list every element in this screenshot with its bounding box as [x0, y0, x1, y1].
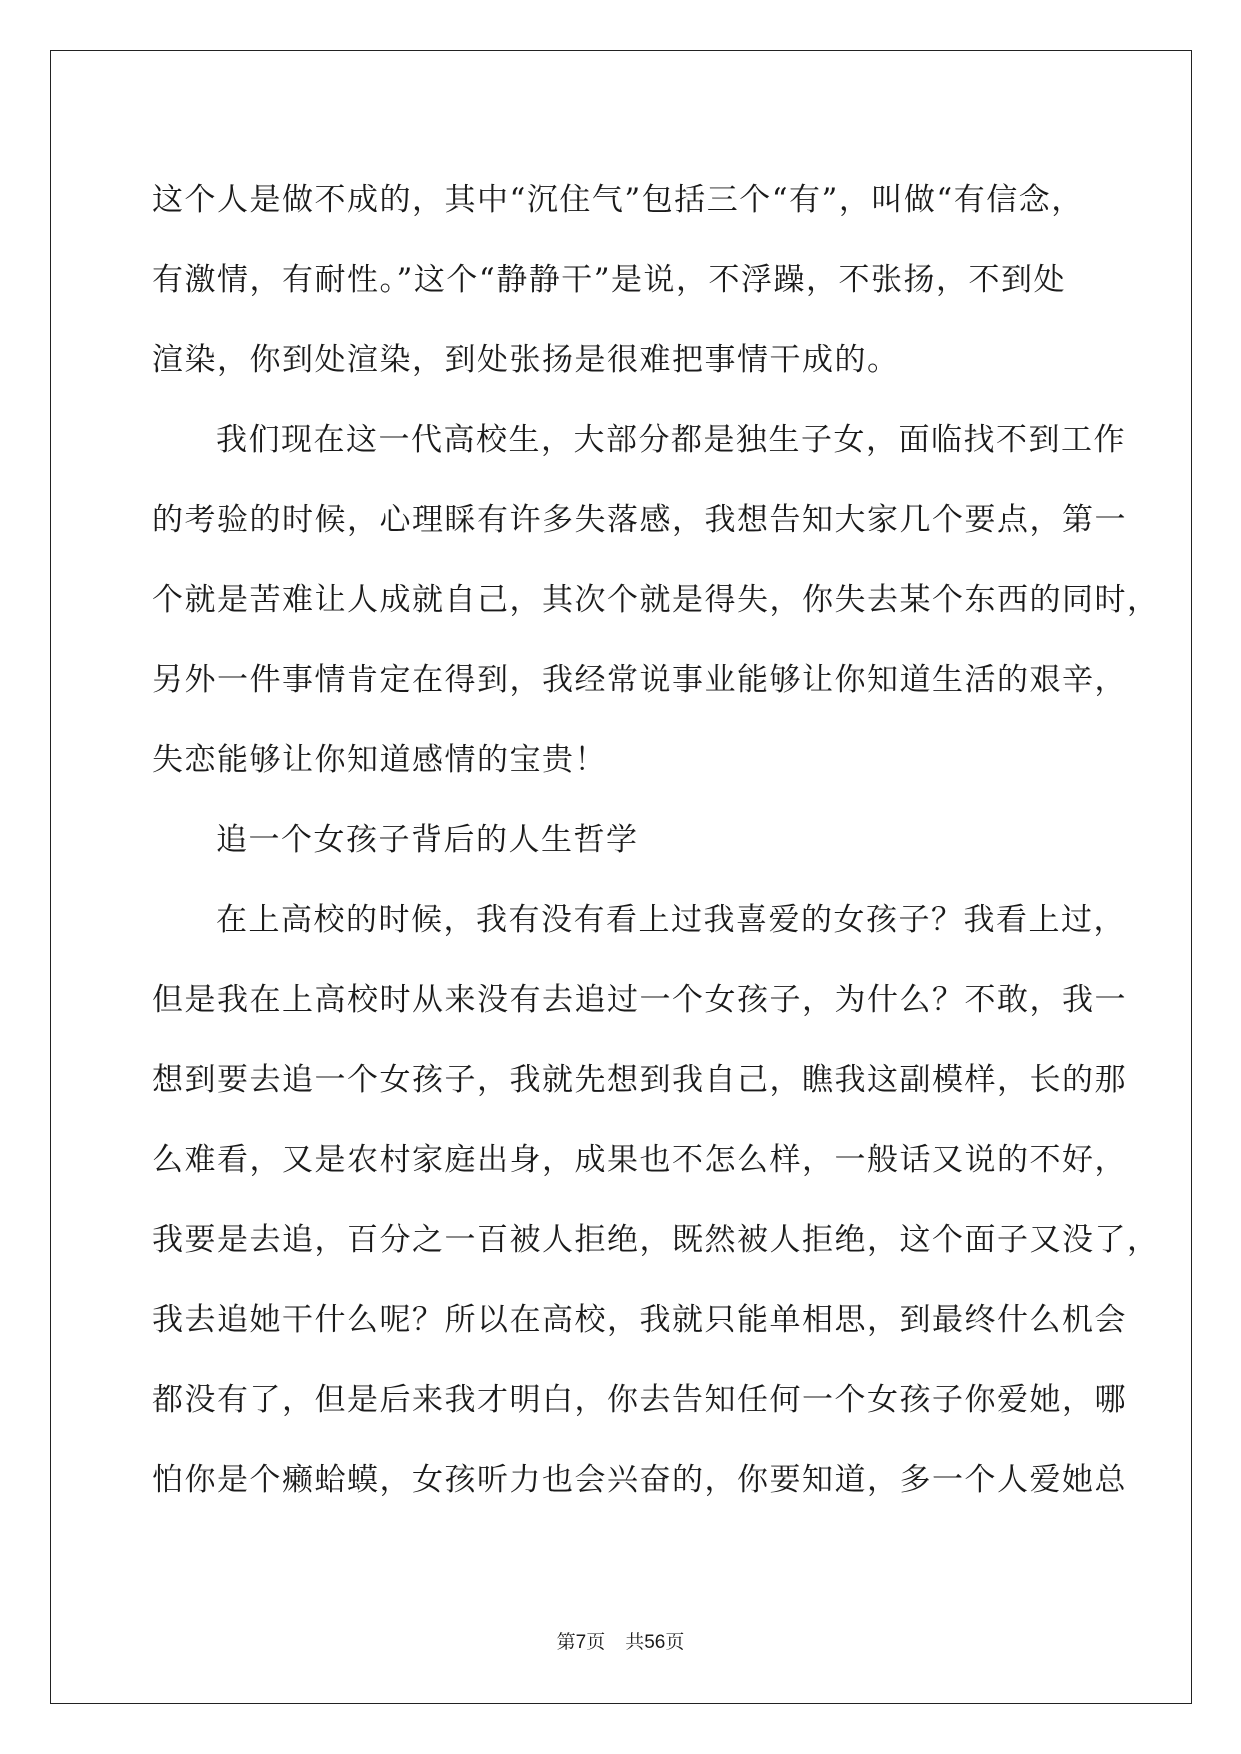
page-number: 7 — [575, 1632, 587, 1653]
text-line: 都没有了，但是后来我才明白，你去告知任何一个女孩子你爱她，哪 — [152, 1382, 1127, 1418]
text-line: 失恋能够让你知道感情的宝贵！ — [152, 742, 607, 778]
text-line: 有激情，有耐性。”这个“静静干”是说，不浮躁，不张扬，不到处 — [152, 262, 1067, 298]
text-line: 想到要去追一个女孩子，我就先想到我自己，瞧我这副模样，长的那 — [152, 1062, 1127, 1098]
text-line: 我去追她干什么呢？所以在高校，我就只能单相思，到最终什么机会 — [152, 1302, 1127, 1338]
paragraph-start-line: 我们现在这一代高校生，大部分都是独生子女，面临找不到工作 — [216, 422, 1126, 458]
text-line: 但是我在上高校时从来没有去追过一个女孩子，为什么？不敢，我一 — [152, 982, 1127, 1018]
text-line: 个就是苦难让人成就自己，其次个就是得失，你失去某个东西的同时， — [152, 582, 1160, 618]
document-body — [152, 160, 1160, 1520]
total-pages: 56 — [644, 1632, 666, 1653]
text-line: 渲染，你到处渲染，到处张扬是很难把事情干成的。 — [152, 342, 900, 378]
text-line: 我要是去追，百分之一百被人拒绝，既然被人拒绝，这个面子又没了， — [152, 1222, 1160, 1258]
text-line: 这个人是做不成的，其中“沉住气”包括三个“有”，叫做“有信念， — [152, 182, 1084, 218]
text-line: 另外一件事情肯定在得到，我经常说事业能够让你知道生活的艰辛， — [152, 662, 1127, 698]
page-prefix: 第 — [556, 1632, 576, 1653]
page-suffix: 页 — [586, 1632, 606, 1653]
paragraph-start-line: 在上高校的时候，我有没有看上过我喜爱的女孩子？我看上过， — [216, 902, 1126, 938]
total-suffix: 页 — [665, 1632, 685, 1653]
page-footer — [0, 1631, 1241, 1655]
text-line: 怕你是个癞蛤蟆，女孩听力也会兴奋的，你要知道，多一个人爱她总 — [152, 1462, 1127, 1498]
text-line: 的考验的时候，心理睬有许多失落感，我想告知大家几个要点，第一 — [152, 502, 1127, 538]
section-heading: 追一个女孩子背后的人生哲学 — [216, 822, 639, 858]
total-prefix: 共 — [625, 1632, 645, 1653]
text-line: 么难看，又是农村家庭出身，成果也不怎么样，一般话又说的不好， — [152, 1142, 1127, 1178]
